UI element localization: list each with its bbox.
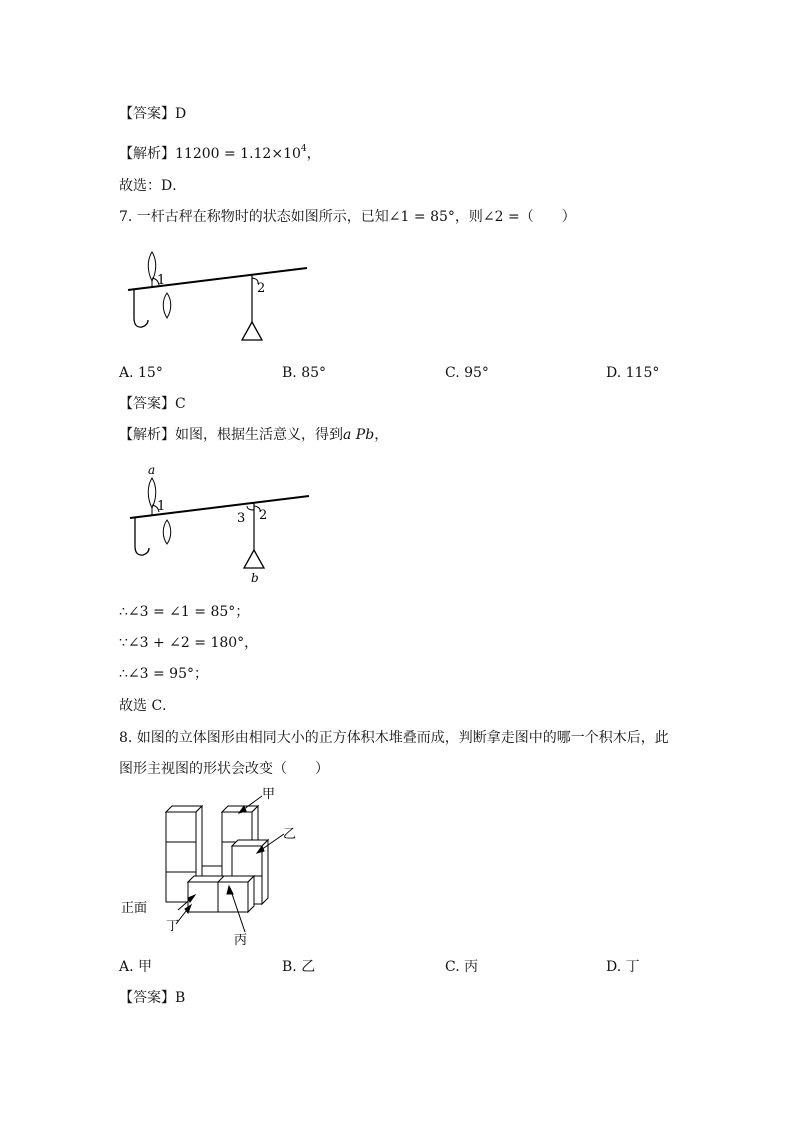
steelyard-figure [120,238,320,348]
weight-triangle [244,550,264,568]
weight-triangle [242,322,262,340]
angle1-label: 1 [157,499,166,514]
angle1-label: 1 [157,273,166,288]
step-because: ∵∠3 + ∠2 = 180°， [119,635,259,651]
label-bing: 丙 [234,933,248,948]
solution-q6 [119,140,321,163]
upper-hanging-loop [148,478,156,508]
question-8-line2: 图形主视图的形状会改变（ ） [119,761,329,777]
punctuation: ， [306,146,321,162]
hook [135,517,149,555]
solution-label: 【解析】 [119,146,175,162]
q8-option-c: C. 丙 [445,959,479,975]
label-ding: 丁 [166,919,180,934]
angle3-arc [247,506,254,510]
q8-option-b: B. 乙 [282,959,316,975]
conclusion-q6: 故选：D． [119,178,187,194]
solution-expression: 11200 = 1.12×10 [175,146,301,162]
solution-lead: 【解析】如图，根据生活意义，得到 [119,427,343,443]
angle2-label: 2 [259,508,268,523]
step-therefore-1: ∴∠3 = ∠1 = 85°； [119,604,250,620]
label-jia: 甲 [262,787,276,802]
exponent: 4 [300,144,307,154]
cube-stack-figure [118,784,318,950]
answer-q6: 【答案】D [119,106,187,122]
q8-option-d: D. 丁 [606,959,640,975]
q8-option-a: A. 甲 [119,959,153,975]
label-front: 正面 [121,901,148,916]
label-a: a [148,463,156,477]
question-8-line1: 8. 如图的立体图形由相同大小的正方体积木堆叠而成，判断拿走图中的哪一个积木后，此 [119,730,669,746]
hook [134,289,148,327]
steelyard-labeled-figure [120,460,320,586]
angle2-label: 2 [257,281,266,296]
lower-hanging-loop [163,520,171,544]
parallel-relation: a Pb [343,427,375,443]
label-yi: 乙 [283,827,297,842]
q7-option-d: D. 115° [606,365,660,381]
lower-hanging-loop [163,293,171,318]
q7-option-b: B. 85° [282,365,327,381]
answer-q7: 【答案】C [119,396,186,412]
step-therefore-2: ∴∠3 = 95°； [119,666,208,682]
question-7: 7. 一杆古秤在称物时的状态如图所示，已知∠1 = 85°，则∠2 =（ ） [119,209,576,225]
q7-option-c: C. 95° [445,365,489,381]
solution-q7 [119,426,388,444]
punctuation: ， [374,427,389,443]
answer-q8: 【答案】B [119,990,186,1006]
label-b: b [251,571,259,585]
q7-option-a: A. 15° [119,365,163,381]
conclusion-q7: 故选 C． [119,698,177,714]
angle3-label: 3 [237,511,246,526]
upper-hanging-loop [148,252,156,281]
